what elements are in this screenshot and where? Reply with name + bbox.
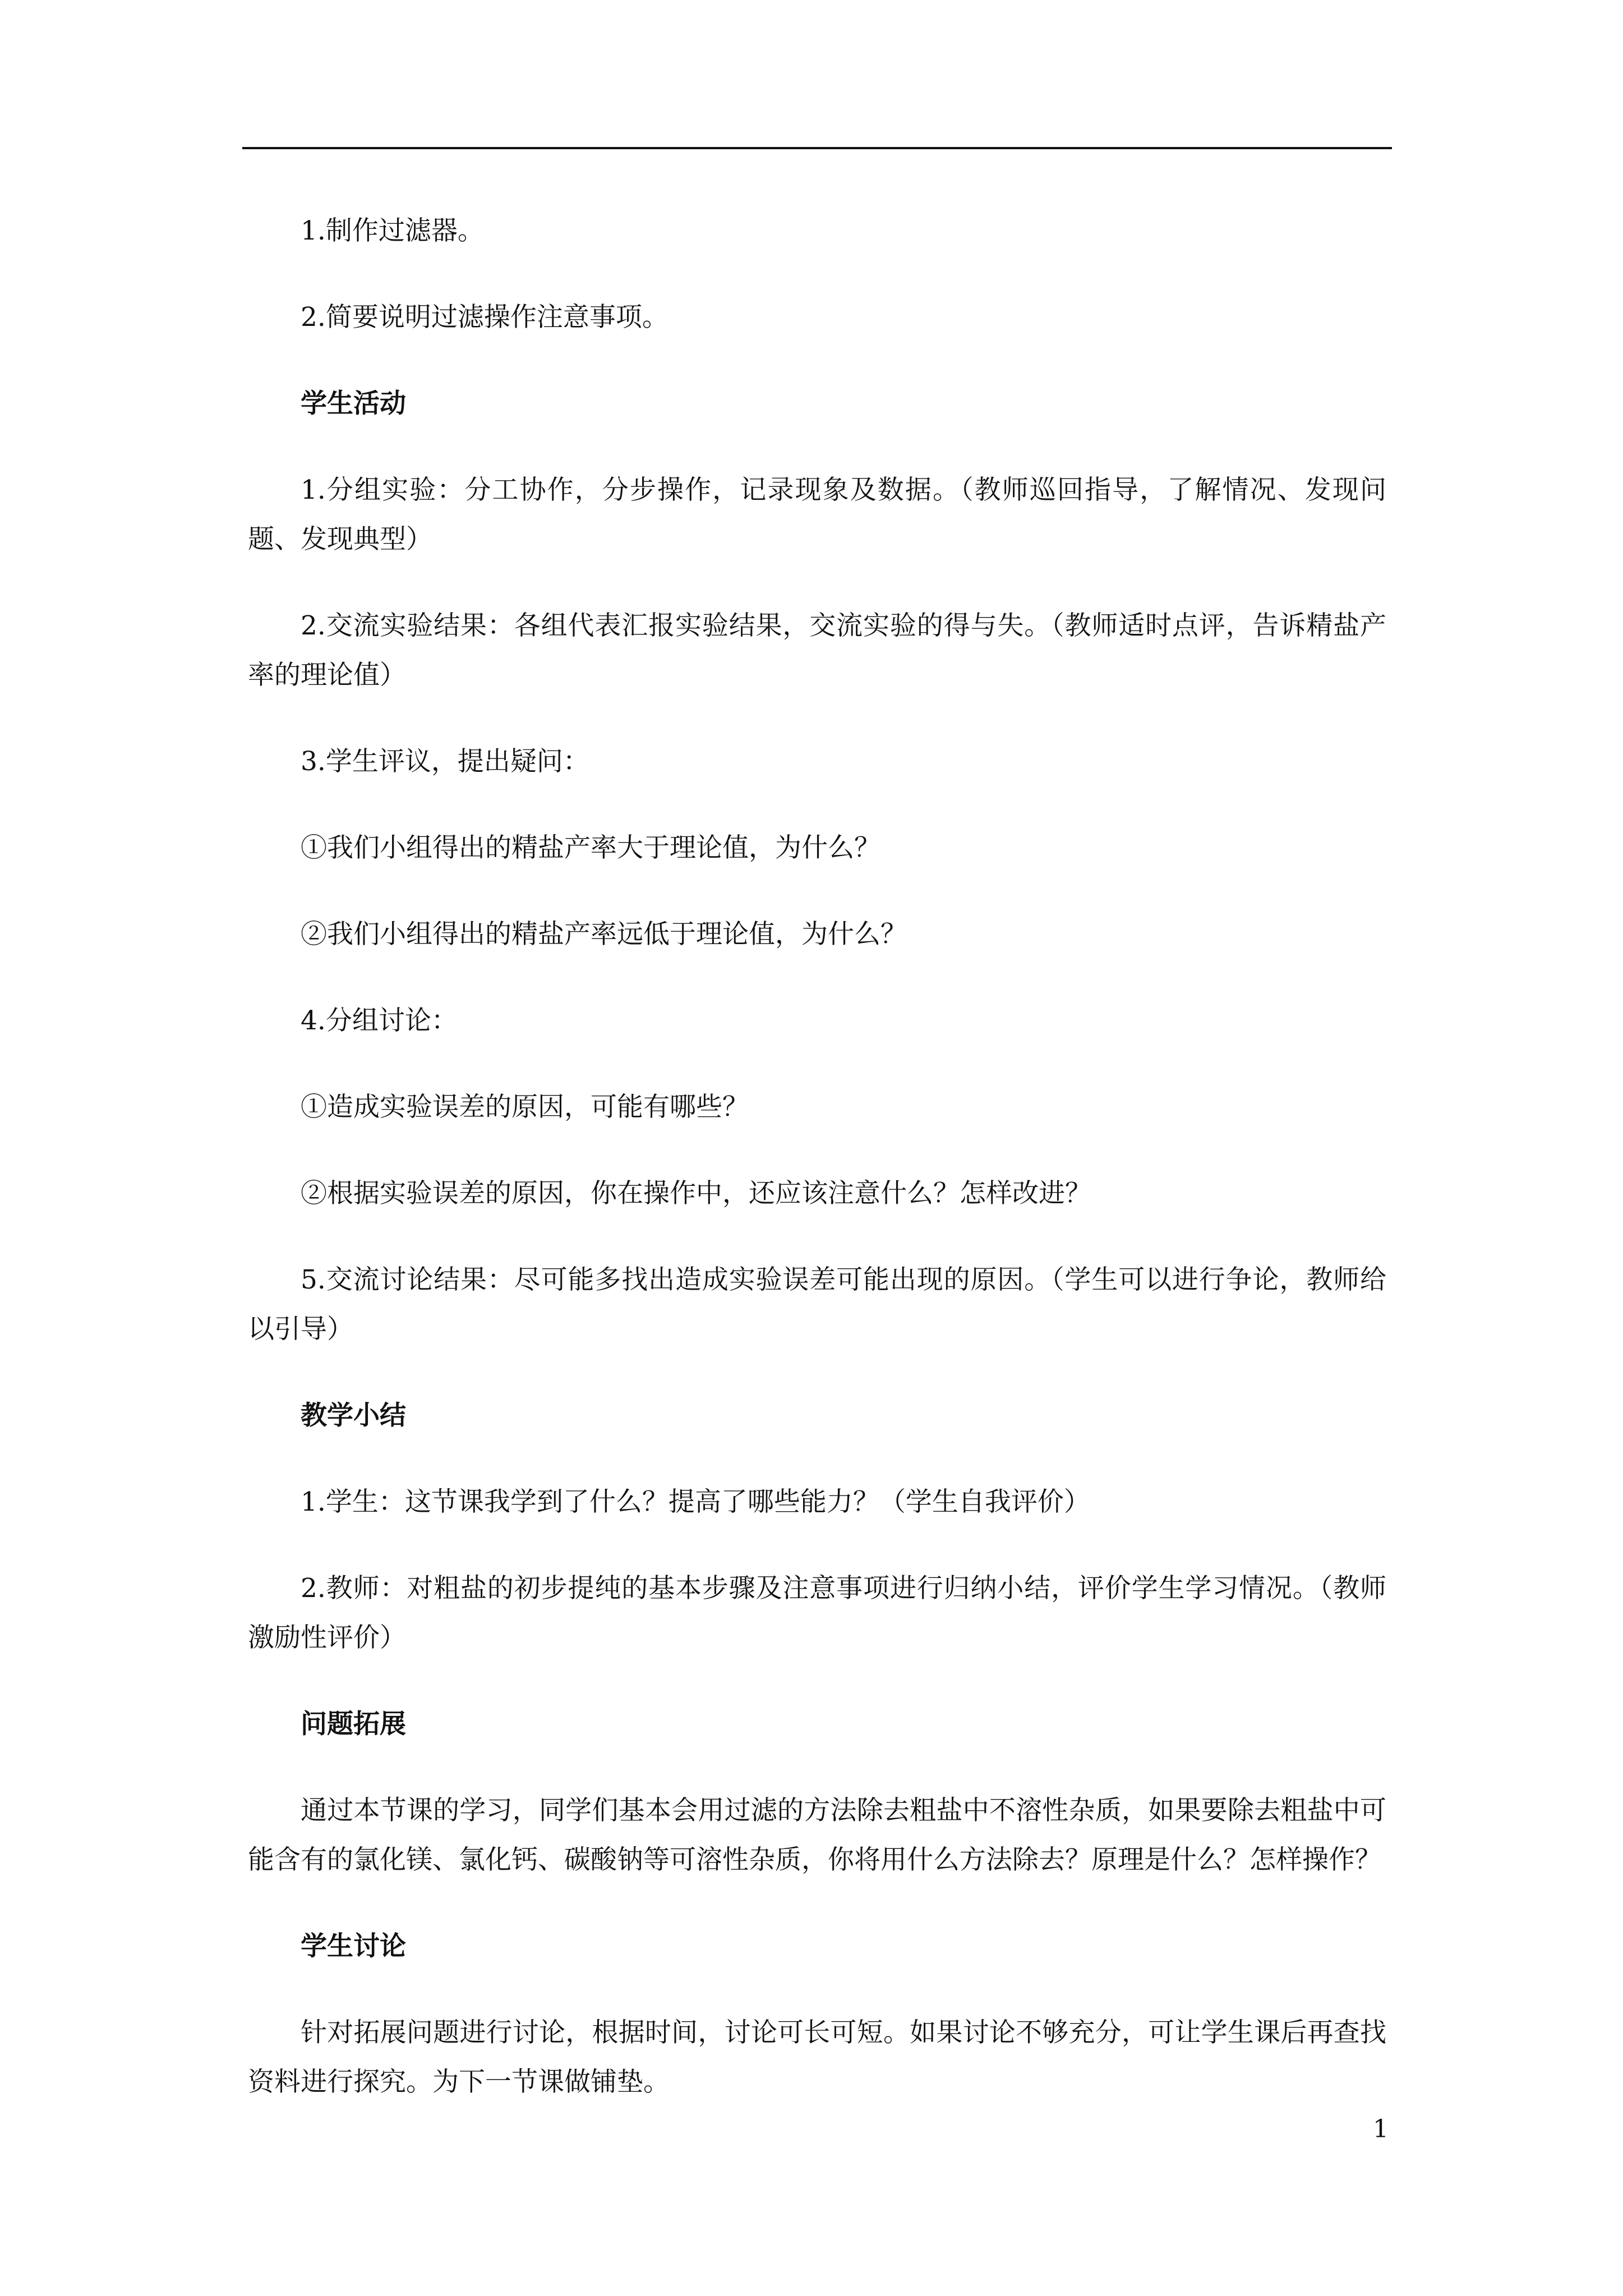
paragraph-discussion-results: 5.交流讨论结果：尽可能多找出造成实验误差可能出现的原因。（学生可以进行争论，教师给以引导） — [248, 1264, 1386, 1345]
paragraph-student-review: 3.学生评议，提出疑问： — [301, 746, 589, 777]
heading-teaching-summary: 教学小结 — [301, 1400, 406, 1431]
paragraph-question-higher: ①我们小组得出的精盐产率大于理论值，为什么？ — [301, 832, 880, 863]
heading-student-discussion: 学生讨论 — [301, 1931, 406, 1962]
paragraph-extension-question: 通过本节课的学习，同学们基本会用过滤的方法除去粗盐中不溶性杂质，如果要除去粗盐中可能含有的氯化镁、氯化钙、碳酸钠等可溶性杂质，你将用什么方法除去？原理是什么？怎样操作？ — [248, 1795, 1386, 1875]
paragraph-group-discussion: 4.分组讨论： — [301, 1005, 458, 1036]
paragraph-discussion-plan: 针对拓展问题进行讨论，根据时间，讨论可长可短。如果讨论不够充分，可让学生课后再查找资料进行探究。为下一节课做铺垫。 — [248, 2017, 1386, 2097]
paragraph-make-filter: 1.制作过滤器。 — [301, 215, 484, 246]
page-number: 1 — [1373, 2115, 1389, 2143]
paragraph-group-experiment: 1.分组实验：分工协作，分步操作，记录现象及数据。（教师巡回指导，了解情况、发现问题、发现典型） — [248, 475, 1386, 555]
heading-problem-extension: 问题拓展 — [301, 1709, 406, 1740]
paragraph-improvements: ②根据实验误差的原因，你在操作中，还应该注意什么？怎样改进？ — [301, 1178, 1091, 1209]
paragraph-error-causes: ①造成实验误差的原因，可能有哪些？ — [301, 1092, 749, 1122]
paragraph-question-lower: ②我们小组得出的精盐产率远低于理论值，为什么？ — [301, 919, 907, 950]
paragraph-share-results: 2.交流实验结果：各组代表汇报实验结果，交流实验的得与失。（教师适时点评，告诉精盐产率的理论值） — [248, 610, 1386, 691]
paragraph-student-summary: 1.学生：这节课我学到了什么？提高了哪些能力？（学生自我评价） — [301, 1487, 1090, 1517]
heading-student-activity: 学生活动 — [301, 388, 406, 419]
header-rule — [242, 147, 1392, 149]
paragraph-teacher-summary: 2.教师：对粗盐的初步提纯的基本步骤及注意事项进行归纳小结，评价学生学习情况。（教师激励性评价） — [248, 1573, 1386, 1653]
document-body — [248, 206, 1386, 2144]
paragraph-filter-notes: 2.简要说明过滤操作注意事项。 — [301, 302, 668, 333]
